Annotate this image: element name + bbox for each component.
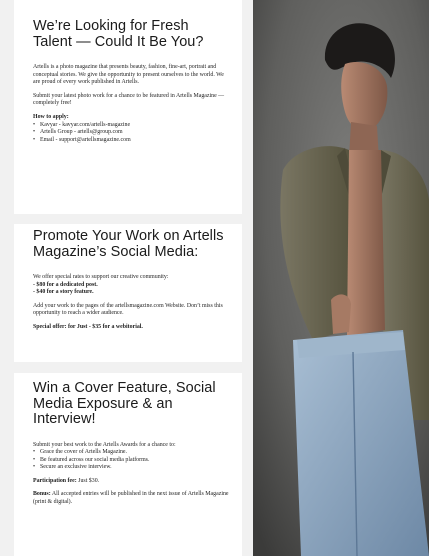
award-item-social: • Be featured across our social media platforms. [33,457,230,465]
apply-item-group: • Artells Group - artells@group.com [33,129,230,137]
awards-list [33,449,230,472]
apply-list [33,122,230,145]
website-paragraph: Add your work to the pages of the artellsmagazine.com Website. Don’t miss this opportunity to reach a wider audience. [33,302,223,317]
rate-post: - $80 for a dedicated post. [33,281,98,288]
special-offer: Special offer: for Just - $35 for a webitorial. [33,323,143,330]
submit-paragraph: Submit your latest photo work for a chance to be featured in Artells Magazine — completely free! [33,92,225,107]
award-item-interview: • Secure an exclusive interview. [33,464,230,472]
model-photo [253,0,429,556]
bonus-paragraph: Bonus: All accepted entries will be published in the next issue of Artells Magazine (print & digital). [33,491,229,506]
fresh-talent-card [14,0,242,214]
apply-item-kavyar: • Kavyar - kavyar.com/artells-magazine [33,122,230,130]
award-item-cover: • Grace the cover of Artells Magazine. [33,449,230,457]
how-to-apply-label: How to apply: [33,113,69,120]
intro-paragraph: Artells is a photo magazine that presents beauty, fashion, fine-art, portrait and conceptual stories. We give the opportunity to present ourselves to the world. We are proud of every work published in Artells. [33,64,224,86]
social-media-title: Promote Your Work on Artells Magazine’s Social Media: [33,228,224,260]
social-media-card [14,224,242,362]
fresh-talent-title: We’re Looking for Fresh Talent — Could It Be You? [33,18,204,50]
cover-feature-card [14,373,242,556]
rate-story: - $40 for a story feature. [33,289,94,296]
awards-intro: Submit your best work to the Artells Awards for a chance to: [33,441,176,448]
apply-item-email: • Email - support@artellsmagazine.com [33,137,230,145]
participation-fee: Participation fee: Just $30. [33,477,100,484]
cover-feature-title: Win a Cover Feature, Social Media Exposure & an Interview! [33,380,216,427]
offer-intro: We offer special rates to support our creative community: [33,274,169,280]
